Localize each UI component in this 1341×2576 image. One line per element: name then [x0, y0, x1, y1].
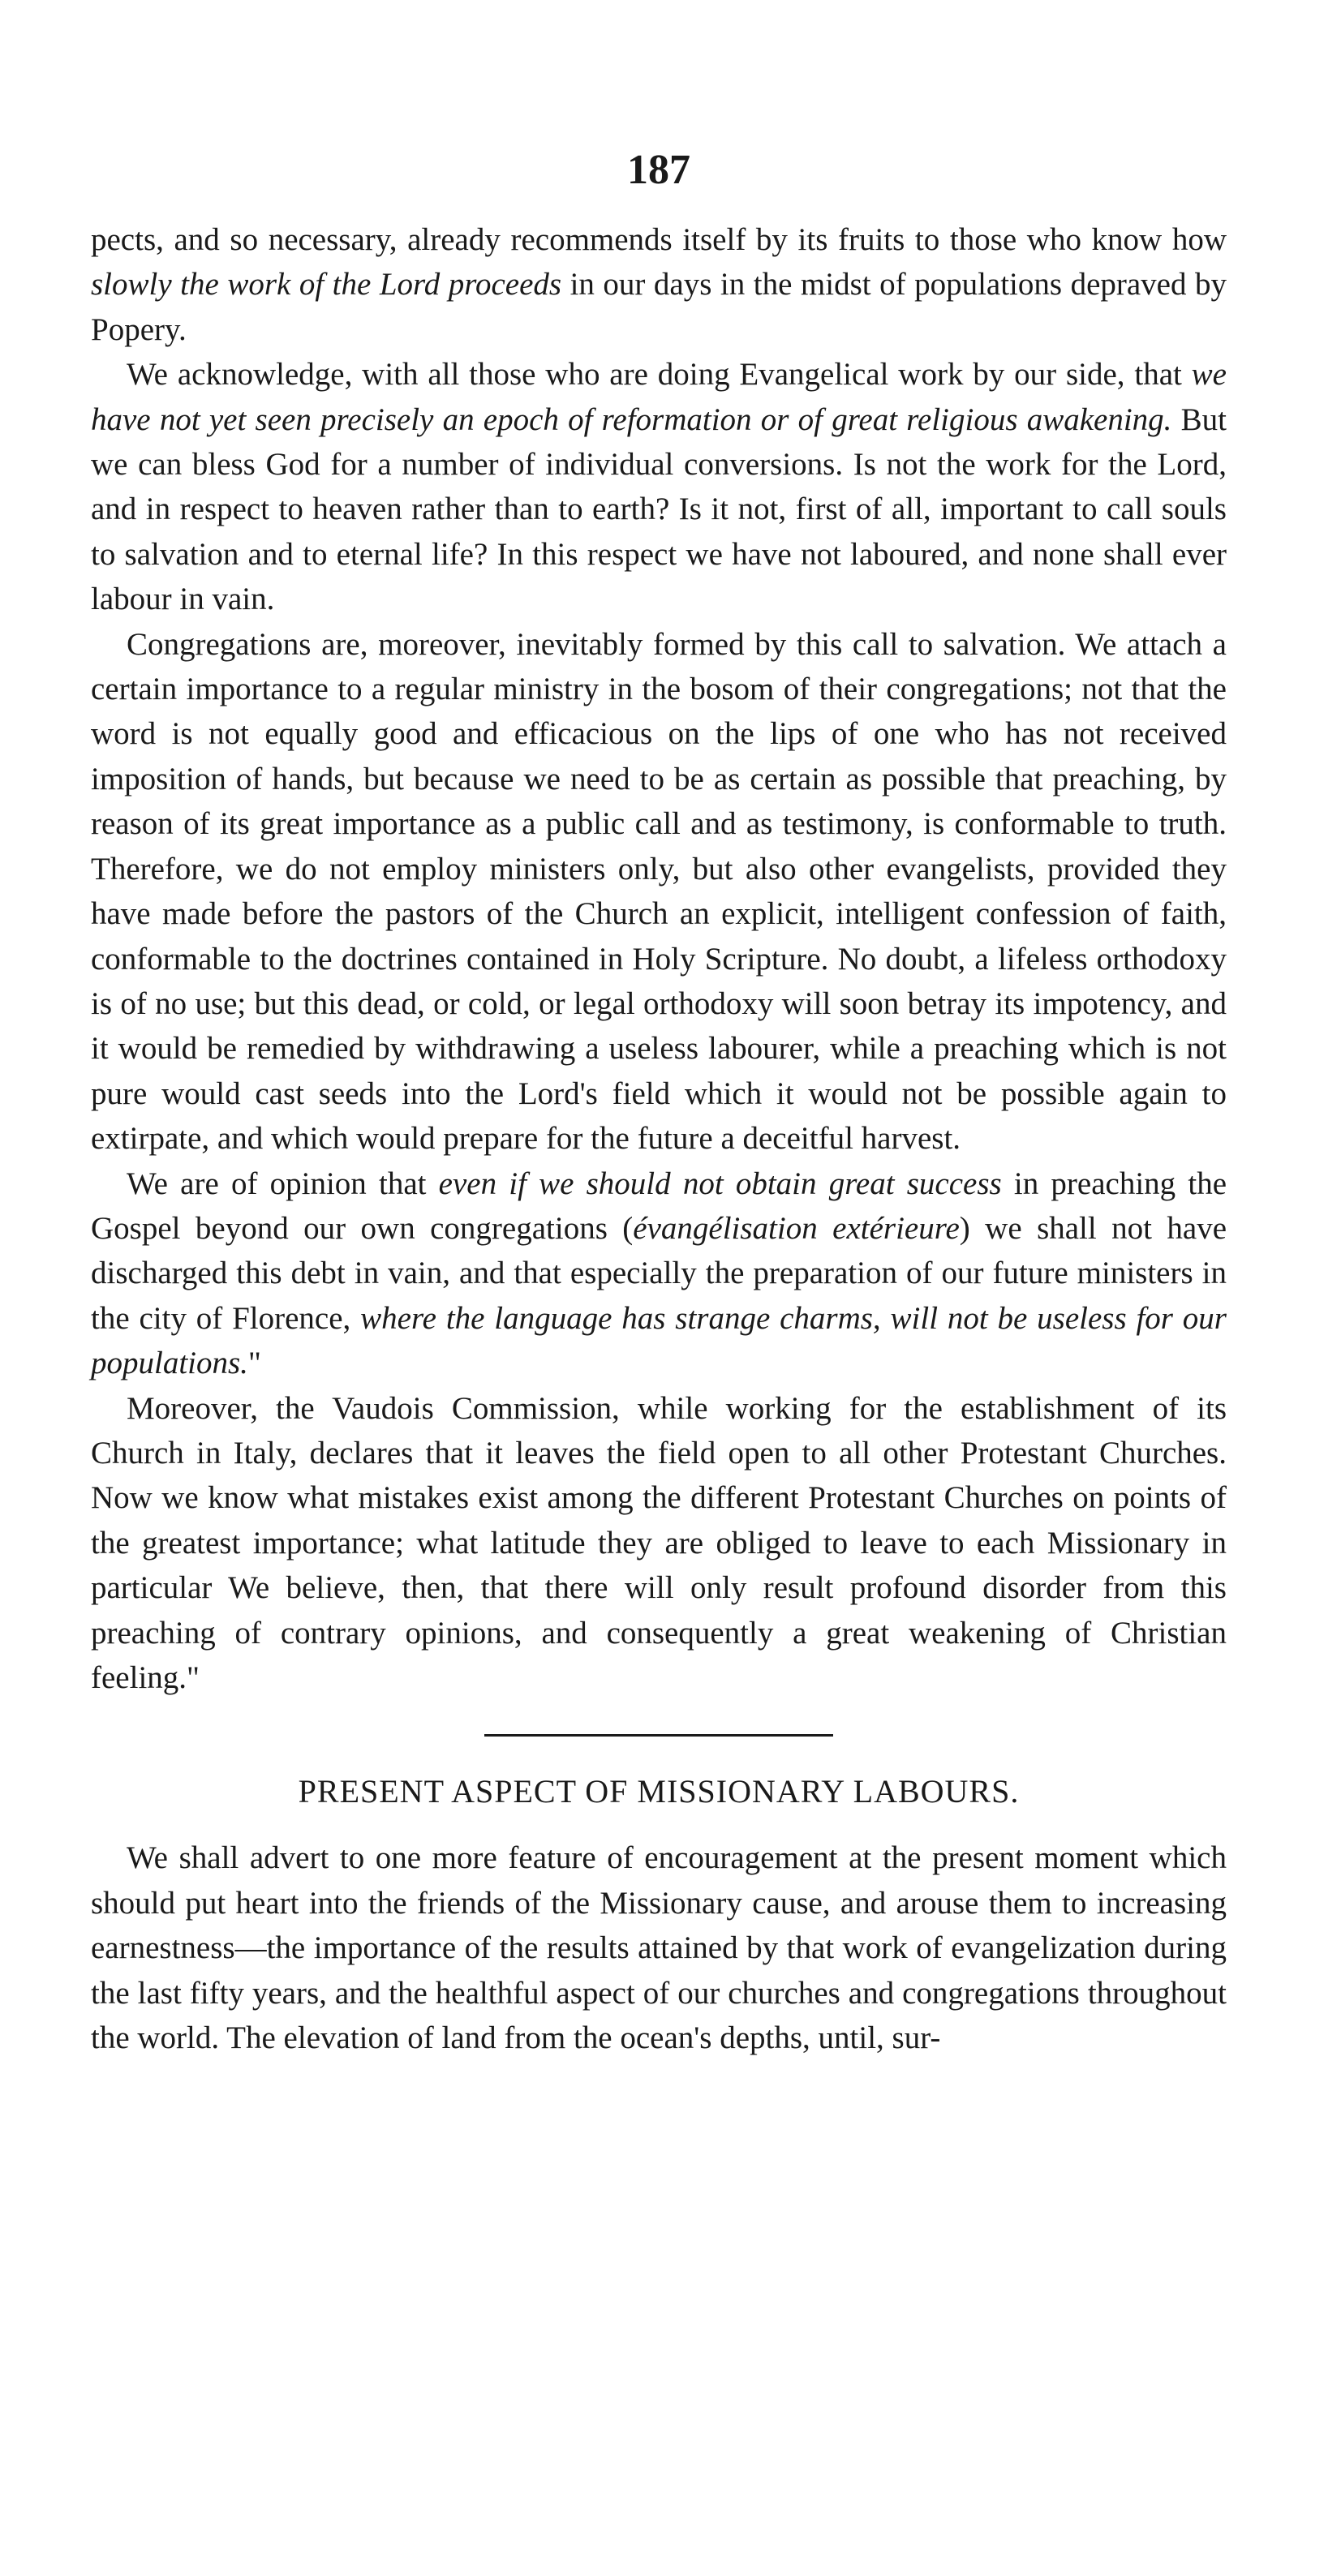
text-run: We acknowledge, with all those who are doing Evangelical work by our side, that — [127, 357, 1192, 393]
italic-run: évangélisation extérieure — [633, 1210, 960, 1246]
paragraph-2 — [91, 352, 1227, 621]
page-number: 187 — [627, 147, 690, 193]
paragraph-4 — [91, 1161, 1227, 1386]
section-body-text — [91, 1835, 1227, 2060]
text-run: But we can bless God for a number of individual conversions. Is not the work for the Lord, and in respect to heaven rather than to earth? Is it not, first of all, important to call souls to salvation and to eternal life? In this respect we have not laboured, and none shall ever labour in vain. — [91, 401, 1227, 617]
text-run: pects, and so necessary, already recommends itself by its fruits to those who know how — [91, 222, 1227, 257]
italic-run: where the language has strange charms, will not be useless for our populations. — [91, 1300, 1227, 1381]
text-run: in preaching the Gospel beyond our own congregations ( — [91, 1166, 1227, 1246]
section-heading: PRESENT ASPECT OF MISSIONARY LABOURS. — [298, 1773, 1020, 1810]
paragraph-1 — [91, 217, 1227, 352]
text-run: We shall advert to one more feature of encouragement at the present moment which should put heart into the friends of the Missionary cause, and arouse them to increasing earnestness—the importance of the results attained by that work of evangelization during the last fifty years, and the healthful aspect of our churches and congregations throughout the world. The elevation of land from the ocean's depths, until, sur- — [91, 1840, 1227, 2056]
text-run: Moreover, the Vaudois Commission, while working for the establishment of its Church in Italy, declares that it leaves the field open to all other Protestant Churches. Now we know what mistakes exist among the different Protestant Churches on points of the greatest importance; what latitude they are obliged to leave to each Missionary in particular We believe, then, that there will only result profound disorder from this preaching of contrary opinions, and consequently a great weakening of Christian feeling." — [91, 1390, 1227, 1695]
text-run: in our days in the midst of populations depraved by Popery. — [91, 267, 1227, 347]
text-run: We are of opinion that — [127, 1166, 439, 1201]
paragraph-5 — [91, 1386, 1227, 1701]
italic-run: slowly the work of the Lord proceeds — [91, 267, 562, 303]
italic-run: even if we should not obtain great success — [438, 1166, 1002, 1201]
italic-run: we have not yet seen precisely an epoch of reformation or of great religious awakening. — [91, 357, 1227, 437]
text-run: " — [247, 1346, 261, 1381]
paragraph-3 — [91, 622, 1227, 1161]
book-page — [91, 146, 1227, 2060]
section-paragraph-1 — [91, 1835, 1227, 2060]
text-run: Congregations are, moreover, inevitably formed by this call to salvation. We attach a certain importance to a regular ministry in the bosom of their congregations; not that the word is not equally good and efficacious on the lips of one who has not received imposition of hands, but because we need to be as certain as possible that preaching, by reason of its great importance as a public call and as testimony, is conformable to truth. Therefore, we do not employ ministers only, but also other evangelists, provided they have made before the pastors of the Church an explicit, intelligent confession of faith, conformable to the doctrines contained in Holy Scripture. No doubt, a lifeless orthodoxy is of no use; but this dead, or cold, or legal orthodoxy will soon betray its impotency, and it would be remedied by withdrawing a useless labourer, while a preaching which is not pure would cast seeds into the Lord's field which it would not be possible again to extirpate, and which would prepare for the future a deceitful harvest. — [91, 626, 1227, 1157]
text-run: ) we shall not have discharged this debt in vain, and that especially the preparation of our future ministers in the city of Florence, — [91, 1210, 1227, 1336]
body-text — [91, 217, 1227, 1700]
section-divider — [484, 1734, 833, 1737]
